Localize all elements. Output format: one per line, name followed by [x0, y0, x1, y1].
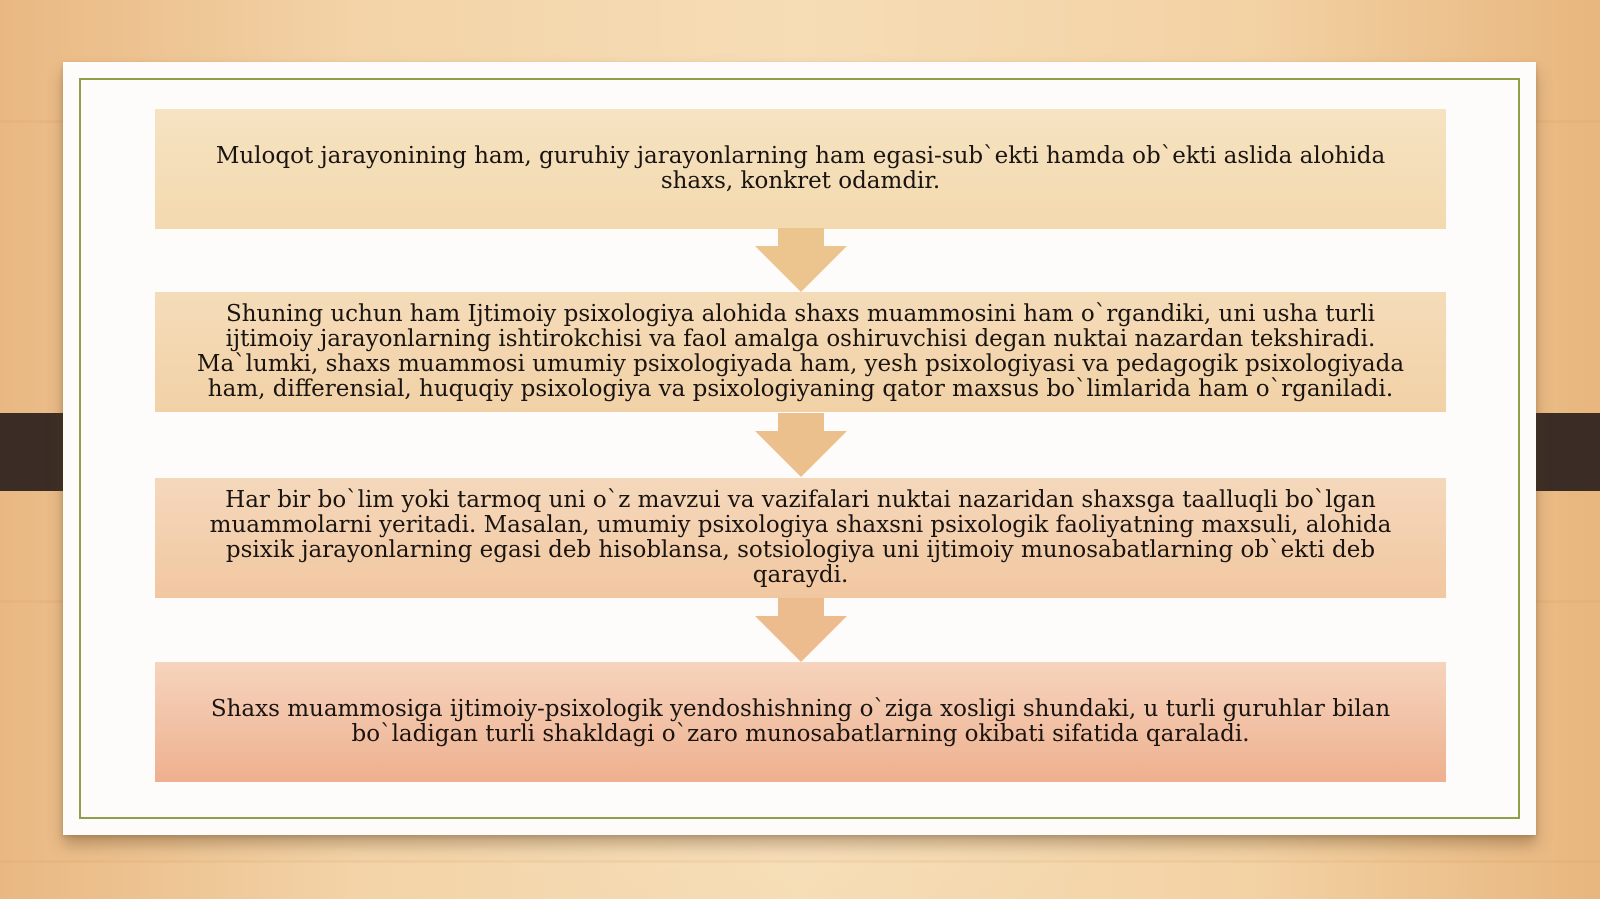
background-streak — [0, 860, 1600, 863]
flow-box-1-text: Muloqot jarayonining ham, guruhiy jarayonlarning ham egasi-sub`ekti hamda ob`ekti aslida alohida shaxs, konkret odamdir. — [215, 143, 1386, 194]
slide-card — [63, 62, 1536, 835]
flow-box-4 — [155, 662, 1446, 782]
flow-box-1 — [155, 109, 1446, 229]
flow-box-4-text: Shaxs muammosiga ijtimoiy-psixologik yendoshishning o`ziga xosligi shundaki, u turli guruhlar bilan bo`ladigan turli shakldagi o`zaro munosabatlarning okibati sifatida qaraladi. — [210, 696, 1391, 747]
down-arrow-icon — [755, 228, 847, 292]
flow-box-2-text: Shuning uchun ham Ijtimoiy psixologiya alohida shaxs muammosini ham o`rgandiki, uni usha turli ijtimoiy jarayonlarning ishtirokchisi va faol amalga oshiruvchisi degan nuktai nazardan tekshiradi. Ma`lumki, shaxs muammosi umumiy psixologiyada ham, yesh psixologiyasi va pedagogik psixologiyada ham, differensial, huquqiy psixologiya va psixologiyaning qator maxsus bo`limlarida ham o`rganiladi. — [196, 301, 1405, 402]
flow-box-2 — [155, 292, 1446, 412]
down-arrow-icon — [755, 413, 847, 477]
flow-box-3-text: Har bir bo`lim yoki tarmoq uni o`z mavzui va vazifalari nuktai nazaridan shaxsga taalluqli bo`lgan muammolarni yeritadi. Masalan, umumiy psixologiya shaxsni psixologik faoliyatning maxsuli, alohida psixik jarayonlarning egasi deb hisoblansa, sotsiologiya uni ijtimoiy munosabatlarning ob`ekti deb qaraydi. — [209, 487, 1392, 588]
down-arrow-icon — [755, 598, 847, 662]
flow-box-3 — [155, 478, 1446, 598]
